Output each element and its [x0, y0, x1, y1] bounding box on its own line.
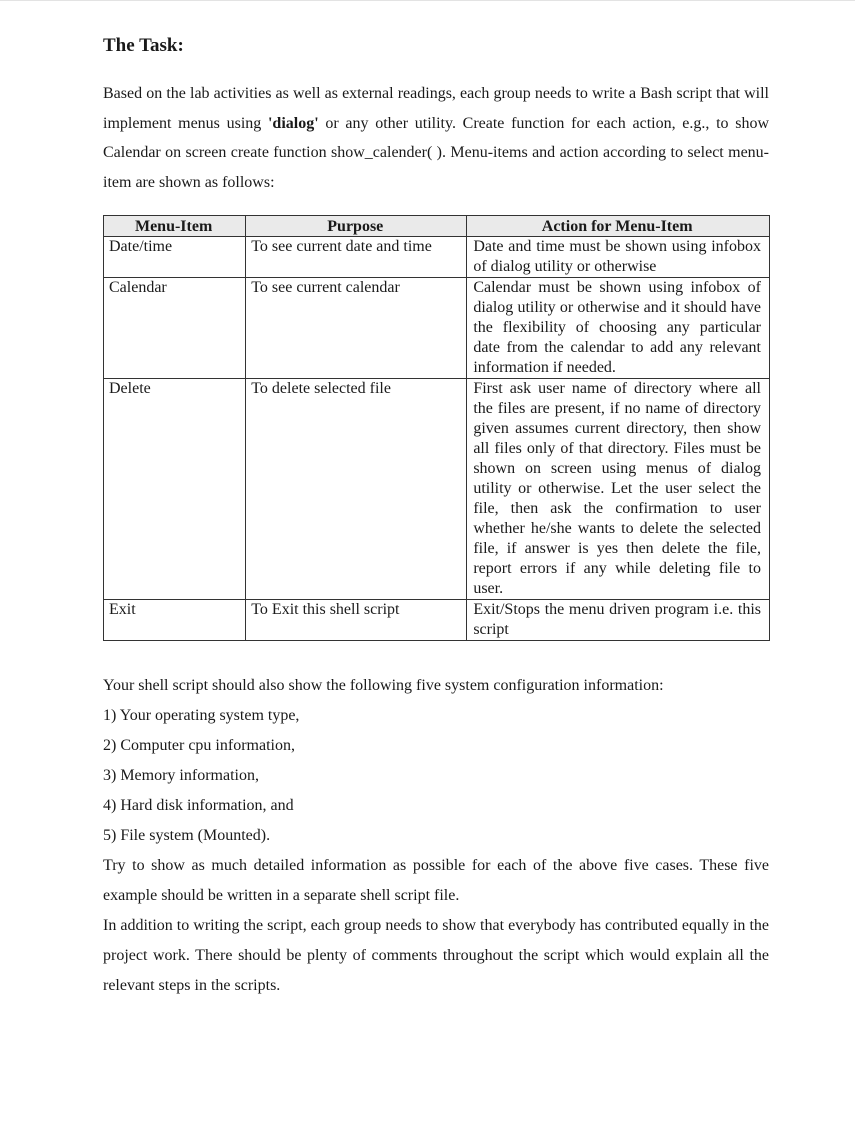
task-intro-paragraph	[103, 79, 769, 197]
list-item: 2) Computer cpu information,	[103, 737, 295, 754]
intro-dialog-keyword: 'dialog'	[267, 114, 319, 132]
list-item: 3) Memory information,	[103, 767, 259, 784]
row-datetime-item: Date/time	[104, 237, 246, 278]
row-exit-item: Exit	[104, 600, 246, 641]
contribution-note: In addition to writing the script, each group needs to show that everybody has contributed equally in the project work. There should be plenty of comments throughout the script which would explain all the relevant steps in the scripts.	[103, 917, 769, 994]
header-menu-item: Menu-Item	[104, 216, 246, 237]
table-row	[104, 600, 770, 641]
menu-items-table	[103, 215, 770, 641]
intro-text-end: or any other utility. Create function for each action, e.g., to show Calendar on screen create function show_calender( ). Menu-items and action according to select menu-item are shown as follows:	[103, 114, 770, 191]
row-datetime-purpose: To see current date and time	[246, 237, 467, 278]
row-delete-action: First ask user name of directory where all the files are present, if no name of directory given assumes current directory, then show all files only of that directory. Files must be shown on screen using menus of dialog utility or otherwise. Let the user select the file, then ask the confirmation to user whether he/she wants to delete the selected file, if answer is yes then delete the file, report errors if any while deleting file to user.	[467, 379, 770, 600]
table-row	[104, 237, 770, 278]
row-exit-action: Exit/Stops the menu driven program i.e. this script	[467, 600, 770, 641]
table-row	[104, 379, 770, 600]
config-list	[103, 701, 769, 851]
header-action: Action for Menu-Item	[467, 216, 770, 237]
list-item: 4) Hard disk information, and	[103, 797, 294, 814]
list-item: 1) Your operating system type,	[103, 707, 300, 724]
table-header-row	[104, 216, 770, 237]
row-exit-purpose: To Exit this shell script	[246, 600, 467, 641]
document-page	[103, 34, 770, 994]
intro-text-start: Based on the lab activities as well as external readings, each group needs to write a Bash script that will implement menus using	[103, 85, 769, 132]
header-purpose: Purpose	[246, 216, 467, 237]
row-calendar-purpose: To see current calendar	[246, 278, 467, 379]
config-intro: Your shell script should also show the following five system configuration information:	[103, 677, 664, 694]
config-section	[103, 671, 769, 1001]
row-delete-item: Delete	[104, 379, 246, 600]
detail-note: Try to show as much detailed information as possible for each of the above five cases. These five example should be written in a separate shell script file.	[103, 857, 769, 904]
list-item: 5) File system (Mounted).	[103, 827, 271, 844]
row-calendar-action: Calendar must be shown using infobox of dialog utility or otherwise and it should have the flexibility of choosing any particular date from the calendar to add any relevant information if needed.	[467, 278, 770, 379]
section-heading: The Task:	[103, 35, 184, 56]
row-datetime-action: Date and time must be shown using infobox of dialog utility or otherwise	[467, 237, 770, 278]
row-calendar-item: Calendar	[104, 278, 246, 379]
page-top-border	[0, 0, 855, 1]
row-delete-purpose: To delete selected file	[246, 379, 467, 600]
table-row	[104, 278, 770, 379]
